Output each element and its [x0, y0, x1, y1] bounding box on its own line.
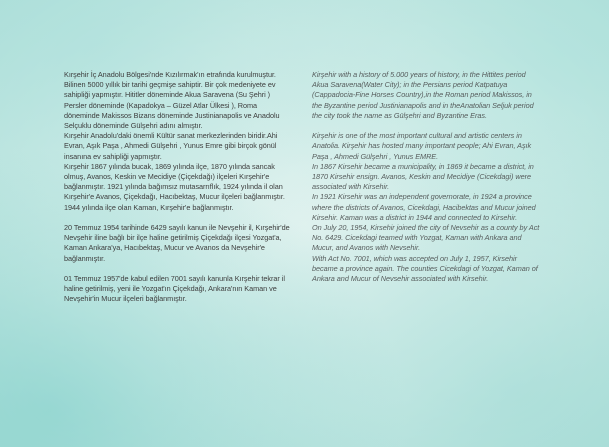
english-paragraph-1867: In 1867 Kirsehir became a municipality, in 1869 it became a district, in 1870 Kirsehir ensign. Avanos, Keskin and Mecidiye (Cicekdagi) were associated with Kirsehir.: [312, 161, 534, 192]
english-paragraph-1954: On July 20, 1954, Kirsehir joined the city of Nevsehir as a county by Act No. 6429. Cicekdagi teamed with Yozgat, Kaman with Ankara and Mucur, and Avanos with Nevsehir.: [312, 223, 540, 253]
english-text-column: [312, 70, 540, 284]
turkish-paragraph-history: Kırşehir İç Anadolu Bölgesi'nde Kızılırmak'ın etrafında kurulmuştur. Bilinen 5000 yıllık bir tarihi geçmişe sahiptir. Bir çok medeniyete ev sahipliği yapmıştır. Hititler döneminde Akua Saravena (Su Şehri ) Persler döneminde (Kapadokya – Güzel Atlar Ülkesi ), Roma döneminde Makissos Bizans döneminde Justinianapolis ve Anadolu Selçuklu döneminde Gülşehri adını almıştır.: [64, 70, 280, 131]
english-paragraph-history: Kirşehir with a history of 5.000 years of history, in the Hittites period Akua Saravena(Water City); in the Persians period Katpatuya (Cappadocia-Fine Horses Country),in the Roman period Makissos, in the Byzantine period Justinianapolis and in theAnatolian Seljuk period the city took the name as Gülşehri and Byzantine Eras.: [312, 70, 534, 120]
english-paragraph-1957: With Act No. 7001, which was accepted on July 1, 1957, Kirsehir became a province again. The counties Cicekdagi of Yozgat, Kaman of Ankara and Mucur of Nevsehir associated with Kirsehir.: [312, 253, 538, 284]
english-paragraph-1921: In 1921 Kirsehir was an independent governorate, in 1924 a province where the districts of Avanos, Cicekdagi, Hacibektas and Mucur joined Kirsehir. Kaman was a district in 1944 and connected to Kirsehir.: [312, 192, 536, 222]
turkish-text-column: [64, 70, 290, 305]
turkish-paragraph-1954: 20 Temmuz 1954 tarihinde 6429 sayılı kanun ile Nevşehir il, Kırşehir'de Nevşehir iline bağlı bir ilçe haline getirilmiş Çiçekdağı ilçesi Yozgat'a, Kaman Ankara'ya, Hacıbektaş, Mucur ve Avanos da Nevşehir'e bağlanmıştır.: [64, 223, 290, 263]
english-paragraph-culture: Kirşehir is one of the most important cultural and artistic centers in Anatolia. Kirşehir has hosted many important people; Ahi Evran, Aşık Paşa , Ahmedi Gülşehri , Yunus EMRE.: [312, 131, 532, 161]
turkish-paragraph-1957: 01 Temmuz 1957'de kabul edilen 7001 sayılı kanunla Kırşehir tekrar il haline getirilmiş, yeni ile Yozgat'ın Çiçekdağı, Ankara'nın Kaman ve Nevşehir'in Mucur ilçeleri bağlanmıştır.: [64, 274, 285, 304]
turkish-paragraph-culture: Kırşehir Anadolu'daki önemli Kültür sanat merkezlerinden biridir.Ahi Evran, Aşık Paşa , Ahmedi Gülşehri , Yunus Emre gibi birçok gönül insanına ev sahipliği yapmıştır.: [64, 131, 278, 161]
turkish-paragraph-administration: Kırşehir 1867 yılında bucak, 1869 yılında ilçe, 1870 yılında sancak olmuş, Avanos, Keskin ve Mecidiye (Çiçekdağı) ilçeleri Kırşehir'e bağlanmıştır. 1921 yılında bağımsız mutasarrıflık, 1924 yılında il olan Kırşehir'e Avanos, Çiçekdağı, Hacıbektaş, Mucur ilçeleri bağlanmıştır. 1944 yılında ilçe olan Kaman, Kırşehir'e bağlanmıştır.: [64, 161, 285, 212]
